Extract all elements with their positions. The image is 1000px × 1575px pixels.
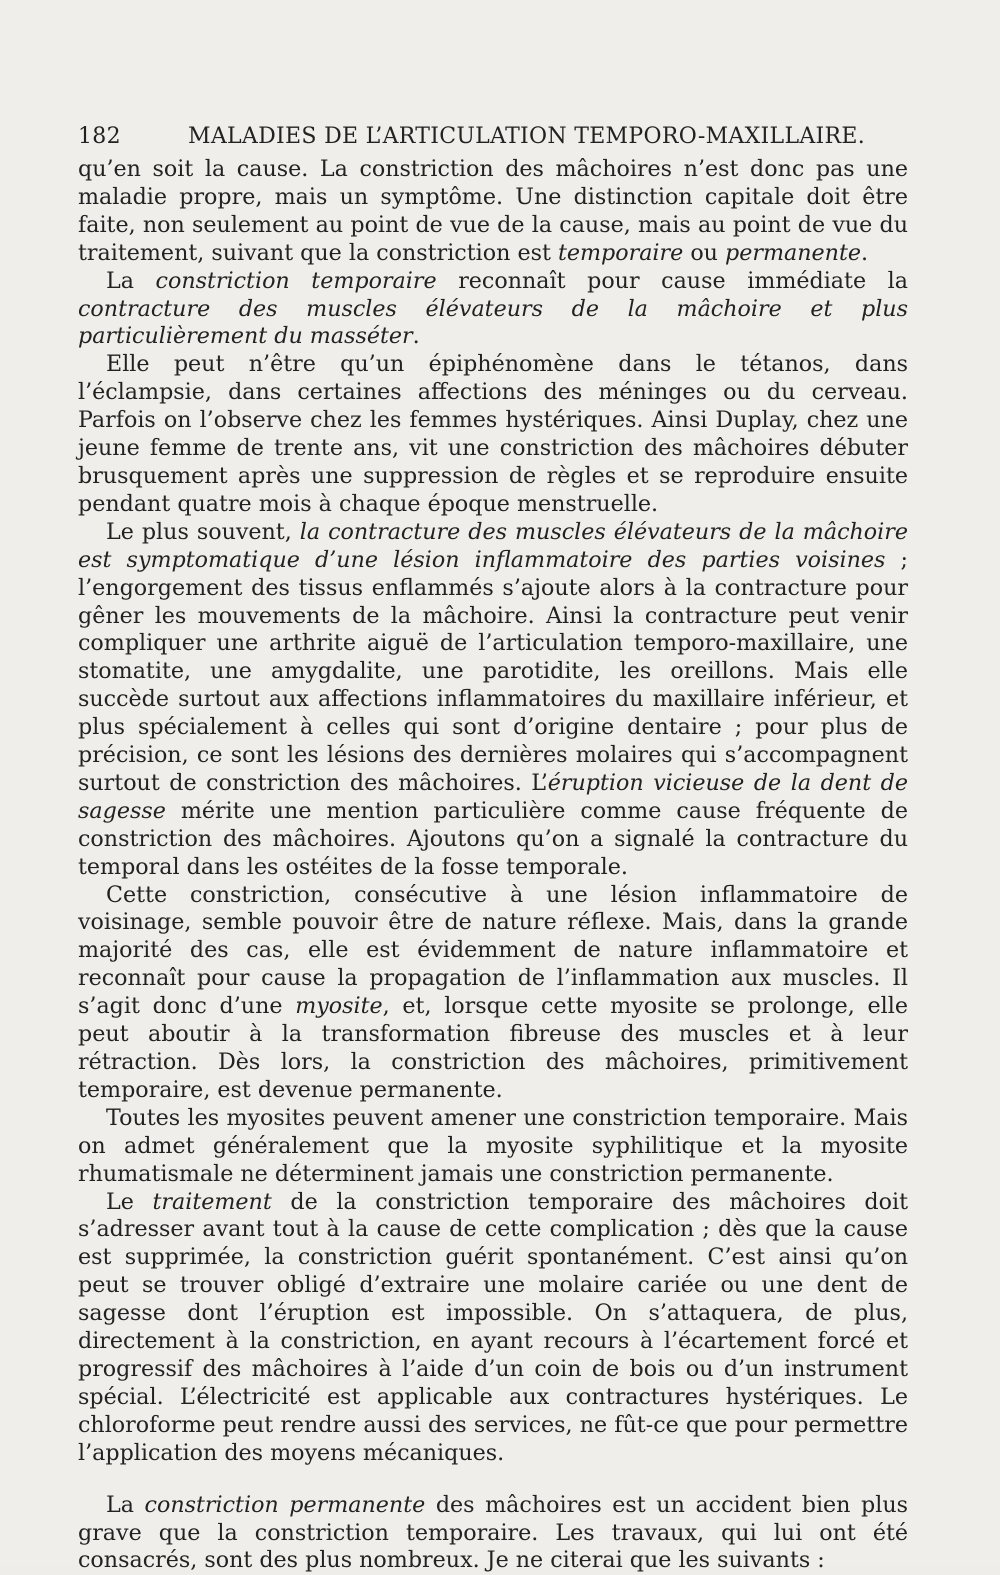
- text-run: Toutes les myosites peuvent amener une constriction temporaire. Mais on admet généralement que la myosite syphilitique et la myosite rhumatismale ne déterminent jamais une constriction permanente.: [78, 1104, 908, 1187]
- text-run: ou: [683, 239, 726, 266]
- paragraph: [78, 1189, 908, 1468]
- text-run: reconnaît pour cause immédiate la: [436, 267, 908, 294]
- italic-phrase: temporaire: [557, 239, 684, 266]
- italic-phrase: permanente: [725, 239, 861, 266]
- text-run: La: [106, 1491, 145, 1518]
- text-run: Cette constriction, consécutive à une lésion inflammatoire de voisinage, semble pouvoir être de nature réflexe. Mais, dans la grande majorité des cas, elle est évidemment de nature inflammatoire et reconnaît pour cause la propagation de l’inflammation aux muscles. Il s’agit donc d’une: [78, 881, 908, 1020]
- italic-phrase: myosite: [295, 993, 383, 1020]
- paragraph: [78, 351, 908, 518]
- paragraph: [78, 268, 908, 352]
- paragraph: [78, 156, 908, 268]
- italic-phrase: éruption vicieuse de la dent de sagesse: [78, 769, 909, 824]
- italic-phrase: traitement: [152, 1188, 272, 1215]
- text-run: .: [861, 239, 869, 266]
- text-run: de la constriction temporaire des mâchoires doit s’adresser avant tout à la cause de cette complication ; dès que la cause est supprimée, la constriction guérit spontanément. C’est ainsi qu’on peut se trouver obligé d’extraire une molaire cariée ou une dent de sagesse dont l’éruption est impossible. On s’attaquera, de plus, directement à la constriction, en ayant recours à l’écartement forcé et progressif des mâchoires à l’aide d’un coin de bois ou d’un instrument spécial. L’électricité est applicable aux contractures hystériques. Le chloroforme peut rendre aussi des services, ne fût-ce que pour permettre l’application des moyens mécaniques.: [78, 1188, 909, 1466]
- italic-phrase: constriction temporaire: [155, 267, 437, 294]
- paragraph: [78, 1105, 908, 1189]
- paragraph: [78, 519, 908, 882]
- paragraph: [78, 1492, 908, 1575]
- body-text: [78, 156, 908, 1575]
- text-run: Le plus souvent,: [106, 518, 300, 545]
- paragraph: [78, 882, 908, 1105]
- running-title: MALADIES DE L’ARTICULATION TEMPORO-MAXILLAIRE.: [188, 124, 866, 149]
- italic-phrase: contracture des muscles élévateurs de la mâchoire et plus particulièrement du masséter: [78, 295, 908, 350]
- text-run: , et, lorsque cette myosite se prolonge, elle peut aboutir à la transformation fibreuse des muscles et à leur rétraction. Dès lors, la constriction des mâchoires, primitivement temporaire, est devenue permanente.: [78, 993, 908, 1103]
- text-run: Le: [106, 1188, 153, 1215]
- text-run: ; l’engorgement des tissus enflammés s’ajoute alors à la contracture pour gêner les mouvements de la mâchoire. Ainsi la contracture peut venir compliquer une arthrite aiguë de l’articulation temporo-maxillaire, une stomatite, une amygdalite, une parotidite, les oreillons. Mais elle succède surtout aux affections inflammatoires du maxillaire inférieur, et plus spécialement à celles qui sont d’origine dentaire ; pour plus de précision, ce sont les lésions des dernières molaires qui s’accompagnent surtout de constriction des mâchoires. L’: [78, 546, 908, 796]
- text-run: Elle peut n’être qu’un épiphénomène dans le tétanos, dans l’éclampsie, dans certaines affections des méninges ou du cerveau. Parfois on l’observe chez les femmes hystériques. Ainsi Duplay, chez une jeune femme de trente ans, vit une constriction des mâchoires débuter brusquement après une suppression de règles et se reproduire ensuite pendant quatre mois à chaque époque menstruelle.: [78, 351, 908, 517]
- text-run: mérite une mention particulière comme cause fréquente de constriction des mâchoires. Ajoutons qu’on a signalé la contracture du temporal dans les ostéites de la fosse temporale.: [78, 797, 908, 880]
- italic-phrase: constriction permanente: [144, 1491, 426, 1518]
- page-number: 182: [78, 124, 121, 149]
- running-header: [78, 124, 918, 160]
- text-run: des mâchoires est un accident bien plus grave que la constriction temporaire. Les travaux, qui lui ont été consacrés, sont des plus nombreux. Je ne citerai que les suivants :: [78, 1491, 909, 1574]
- text-run: La: [106, 267, 156, 294]
- text-run: qu’en soit la cause. La constriction des mâchoires n’est donc pas une maladie propre, mais un symptôme. Une distinction capitale doit être faite, non seulement au point de vue de la cause, mais au point de vue du traitement, suivant que la constriction est: [78, 156, 908, 266]
- italic-phrase: la contracture des muscles élévateurs de la mâchoire est symptomatique d’une lésion inflammatoire des parties voisines: [78, 518, 908, 573]
- text-run: .: [412, 323, 420, 350]
